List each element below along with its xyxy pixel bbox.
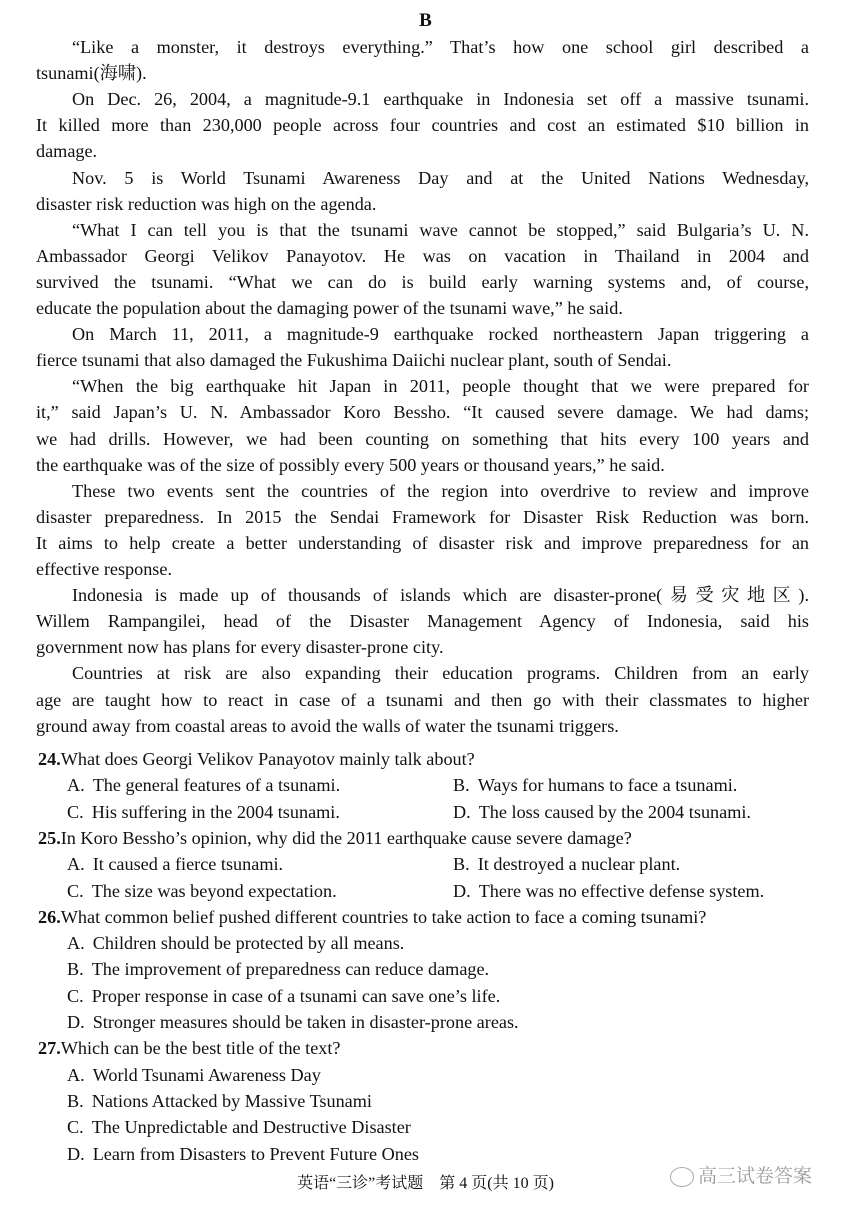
passage-line: Nov. 5 is World Tsunami Awareness Day and at the United Nations Wednesday, [72,167,809,188]
answer-option-c[interactable] [67,983,500,1009]
passage-line: It aims to help create a better understanding of disaster risk and improve preparedness for an [36,532,809,553]
chat-bubble-icon [670,1167,694,1187]
answer-option-d[interactable] [67,1009,519,1035]
question-number: 27. [38,1038,61,1059]
question-number: 25. [38,827,61,848]
answer-option-c[interactable] [67,1114,411,1140]
passage-line: tsunami(海啸). [36,63,147,84]
option-text: The size was beyond expectation. [91,880,337,901]
passage-line: Ambassador Georgi Velikov Panayotov. He was on vacation in Thailand in 2004 and [36,245,809,266]
passage-line: “What I can tell you is that the tsunami wave cannot be stopped,” said Bulgaria’s U. N. [72,219,809,240]
question-25 [38,825,632,851]
option-text: Stronger measures should be taken in disaster-prone areas. [92,1012,519,1032]
option-text: It caused a fierce tsunami. [92,854,284,875]
option-label: A. [67,854,85,875]
question-24 [38,746,475,772]
answer-option-d[interactable] [67,1141,419,1167]
option-label: B. [67,959,84,980]
passage-line: On Dec. 26, 2004, a magnitude-9.1 earthquake in Indonesia set off a massive tsunami. [72,89,809,110]
option-label: A. [67,933,85,954]
option-label: D. [67,1143,85,1164]
option-text: Learn from Disasters to Prevent Future Ones [92,1143,419,1164]
answer-option-c[interactable] [67,799,340,825]
passage-line: we had drills. However, we had been counting on something that hits every 100 years and [36,428,809,449]
passage-line: effective response. [36,559,173,579]
option-label: A. [67,775,85,796]
passage-line: fierce tsunami that also damaged the Fukushima Daiichi nuclear plant, south of Sendai. [36,350,672,371]
option-text: The improvement of preparedness can reduce damage. [91,959,490,980]
passage-line: educate the population about the damaging power of the tsunami wave,” he said. [36,298,623,318]
question-text: Which can be the best title of the text? [60,1038,341,1059]
passage-line: “Like a monster, it destroys everything.” That’s how one school girl described a [72,37,809,57]
option-text: World Tsunami Awareness Day [92,1064,321,1085]
question-number: 24. [38,749,61,769]
passage-line: it,” said Japan’s U. N. Ambassador Koro Bessho. “It caused severe damage. We had dams; [36,402,809,423]
option-label: C. [67,985,84,1006]
passage-line: These two events sent the countries of the region into overdrive to review and improve [72,480,809,501]
option-label: B. [453,775,470,796]
option-label: C. [67,1117,84,1138]
option-text: The Unpredictable and Destructive Disaster [91,1117,411,1138]
option-text: Ways for humans to face a tsunami. [477,775,738,796]
answer-option-b[interactable] [67,1088,372,1114]
answer-option-d[interactable] [453,799,751,825]
section-label: B [419,10,432,31]
question-text: What common belief pushed different countries to take action to face a coming tsunami? [60,906,707,927]
answer-option-a[interactable] [67,1062,321,1088]
answer-option-a[interactable] [67,772,340,798]
passage-line: It killed more than 230,000 people across four countries and cost an estimated $10 billion in [36,115,809,136]
passage-line: Countries at risk are also expanding their education programs. Children from an early [72,663,809,684]
page-footer: 英语“三诊”考试题 第 4 页(共 10 页) [297,1175,554,1192]
option-text: It destroyed a nuclear plant. [477,854,681,875]
option-text: The general features of a tsunami. [92,775,341,796]
option-text: Proper response in case of a tsunami can save one’s life. [91,985,501,1006]
question-26 [38,904,706,930]
passage-line: damage. [36,141,98,162]
answer-option-c[interactable] [67,878,337,904]
option-label: D. [453,880,471,901]
answer-option-d[interactable] [453,878,764,904]
passage-line: disaster risk reduction was high on the agenda. [36,193,377,214]
passage-line: Indonesia is made up of thousands of islands which are disaster-prone(易受灾地区). [72,585,809,606]
answer-option-a[interactable] [67,930,404,956]
answer-option-a[interactable] [67,851,283,877]
question-number: 26. [38,906,61,927]
option-label: D. [453,801,471,822]
option-text: His suffering in the 2004 tsunami. [91,801,340,822]
passage-line: On March 11, 2011, a magnitude-9 earthquake rocked northeastern Japan triggering a [72,324,809,345]
passage-line: age are taught how to react in case of a tsunami and then go with their classmates to higher [36,689,809,710]
option-text: The loss caused by the 2004 tsunami. [478,801,751,822]
passage-line: ground away from coastal areas to avoid the walls of water the tsunami triggers. [36,715,619,736]
option-text: There was no effective defense system. [478,880,765,901]
option-label: C. [67,880,84,901]
answer-option-b[interactable] [453,851,680,877]
passage-line: survived the tsunami. “What we can do is build early warning systems and, of course, [36,271,809,292]
passage-line: “When the big earthquake hit Japan in 2011, people thought that we were prepared for [72,376,809,397]
option-label: D. [67,1012,85,1032]
answer-option-b[interactable] [67,956,489,982]
passage-line: disaster preparedness. In 2015 the Sendai Framework for Disaster Risk Reduction was born. [36,506,809,527]
question-text: What does Georgi Velikov Panayotov mainly talk about? [60,749,475,769]
option-label: C. [67,801,84,822]
option-label: B. [67,1090,84,1111]
watermark [670,1163,812,1189]
option-text: Children should be protected by all means. [92,933,405,954]
passage-line: the earthquake was of the size of possibly every 500 years or thousand years,” he said. [36,454,665,475]
question-text: In Koro Bessho’s opinion, why did the 2011 earthquake cause severe damage? [60,827,632,848]
option-text: Nations Attacked by Massive Tsunami [91,1090,372,1111]
answer-option-b[interactable] [453,772,737,798]
question-27 [38,1035,341,1061]
option-label: A. [67,1064,85,1085]
watermark-text: 高三试卷答案 [698,1165,813,1187]
option-label: B. [453,854,470,875]
passage-line: government now has plans for every disaster-prone city. [36,637,444,658]
passage-line: Willem Rampangilei, head of the Disaster Management Agency of Indonesia, said his [36,611,809,632]
